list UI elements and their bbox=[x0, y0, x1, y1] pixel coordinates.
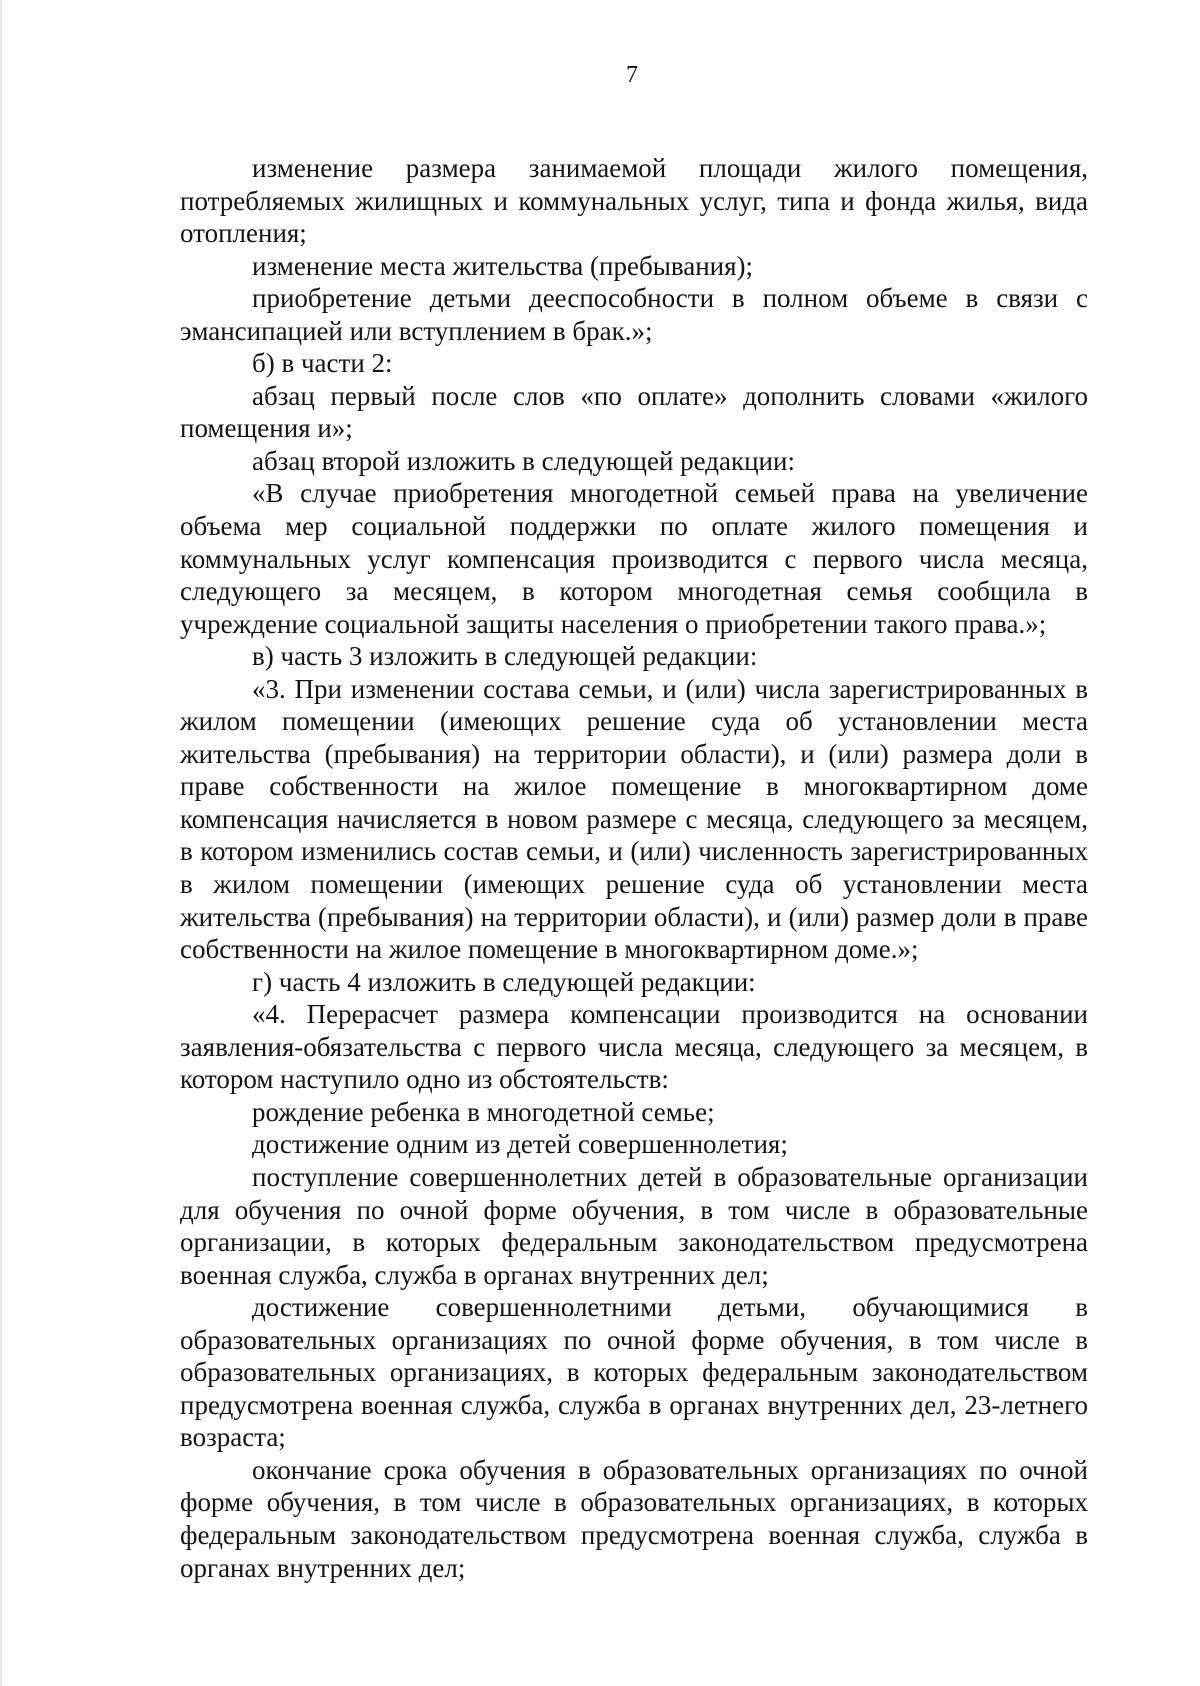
paragraph-part-2-second-clause-intro: абзац второй изложить в следующей редакции: bbox=[252, 445, 795, 476]
paragraph-part-3-text: «3. При изменении состава семьи, и (или) числа зарегистрированных в жилом помещении (имеющих решение суда об установлении места жительства (пребывания) на территории области), и (или) размера доли в праве собственности на жилое помещение в многоквартирном доме компенсация начисляется в новом размере с месяца, следующего за месяцем, в котором изменились состав семьи, и (или) численность зарегистрированных в жилом помещении (имеющих решение суда об установлении места жительства (пребывания) на территории области), и (или) размер доли в праве собственности на жилое помещение в многоквартирном доме.»; bbox=[180, 673, 1088, 965]
paragraph-area-change: изменение размера занимаемой площади жилого помещения, потребляемых жилищных и коммунальных услуг, типа и фонда жилья, вида отопления; bbox=[180, 153, 1088, 249]
page-number: 7 bbox=[626, 62, 638, 88]
paragraph-part-2-second-clause-text: «В случае приобретения многодетной семьей права на увеличение объема мер социальной поддержки по оплате жилого помещения и коммунальных услуг компенсация производится с первого числа месяца, следующего за месяцем, в котором многодетная семья сообщила в учреждение социальной защиты населения о приобретении такого права.»; bbox=[180, 478, 1088, 639]
paragraph-child-birth: рождение ребенка в многодетной семье; bbox=[252, 1096, 715, 1127]
paragraph-education-end: окончание срока обучения в образовательных организациях по очной форме обучения, в том числе в образовательных организациях, в которых федеральным законодательством предусмотрена военная служба, служба в органах внутренних дел; bbox=[180, 1454, 1088, 1583]
paragraph-child-adulthood: достижение одним из детей совершеннолетия; bbox=[252, 1129, 788, 1160]
paragraph-part-2-first-clause: абзац первый после слов «по оплате» дополнить словами «жилого помещения и»; bbox=[180, 380, 1088, 444]
document-body bbox=[180, 152, 1088, 1584]
paragraph-education-enrollment: поступление совершеннолетних детей в образовательные организации для обучения по очной форме обучения, в том числе в образовательные организации, в которых федеральным законодательством предусмотрена военная служба, служба в органах внутренних дел; bbox=[180, 1161, 1088, 1290]
paragraph-age-23: достижение совершеннолетними детьми, обучающимися в образовательных организациях по очной форме обучения, в том числе в образовательных организациях, в которых федеральным законодательством предусмотрена военная служба, служба в органах внутренних дел, 23-летнего возраста; bbox=[180, 1292, 1088, 1453]
paragraph-part-4-text: «4. Перерасчет размера компенсации производится на основании заявления-обязательства с первого числа месяца, следующего за месяцем, в котором наступило одно из обстоятельств: bbox=[180, 999, 1088, 1095]
scan-edge bbox=[0, 0, 2, 1686]
paragraph-part-3-heading: в) часть 3 изложить в следующей редакции: bbox=[252, 641, 758, 672]
paragraph-residence-change: изменение места жительства (пребывания); bbox=[252, 250, 754, 281]
paragraph-part-4-heading: г) часть 4 изложить в следующей редакции: bbox=[252, 966, 756, 997]
paragraph-emancipation: приобретение детьми дееспособности в полном объеме в связи с эмансипацией или вступлением в брак.»; bbox=[180, 283, 1088, 346]
paragraph-part-2-heading: б) в части 2: bbox=[252, 348, 393, 379]
